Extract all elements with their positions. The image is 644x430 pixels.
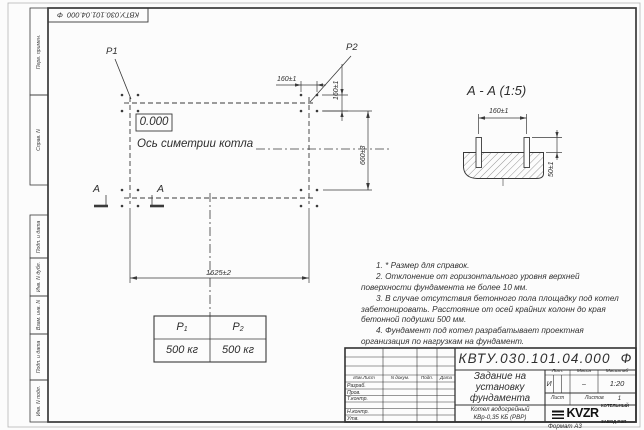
section-cut-marks [94,195,164,206]
title-block-title [455,371,545,404]
dim-1625-label: 1625±2 [206,268,231,277]
row-label-nkontr: Н.контр. [347,409,369,415]
frame-label-text: Инв. N подл. [36,385,43,417]
dim-160-section-label: 160±1 [489,108,509,115]
rev-header-data: Дата [439,375,453,381]
anchor-bolts-plan [121,94,319,208]
frame-label-vzam-inv [30,296,48,334]
row-label-razrab: Разраб. [347,382,366,389]
section-view-title: А - А (1:5) [467,83,527,98]
load-table-value-p2: 500 кг [221,344,255,356]
p2-sub: 2 [239,326,244,333]
frame-label-podp-data-1 [30,215,48,258]
load-table-value-p1: 500 кг [165,344,199,356]
kvzr-logo-icon [552,409,564,419]
kvzr-logo-caption [601,393,629,430]
load-point-p1-label: P1 [106,46,118,57]
elevation-label: 0.000 [139,115,169,128]
rev-header-izm-list: Изм.Лист [353,375,375,381]
scale-value: 1:20 [609,379,625,389]
frame-label-inv-dubl [30,258,48,296]
row-label-tkontr: Т.контр. [347,396,368,402]
frame-label-podp-data-2 [30,334,48,380]
row-label-utv: Утв. [347,415,359,422]
frame-label-text: Подп. и дата [36,340,43,374]
concrete-pad [464,153,544,179]
dim-160-h-label: 160±1 [277,76,297,83]
frame-label-text: Инв. N дубл. [36,261,42,293]
notes-block [361,261,632,348]
title-line: установку [475,381,525,393]
logo-caption-line: КОТЕЛЬНЫЙ [601,403,629,409]
format-label: Формат А3 [548,422,582,430]
top-doc-number [48,8,148,22]
frame-label-text: Справ. N [36,129,42,151]
mass-header: Масса [576,369,592,375]
title-block-doc-number: КВТУ.030.101.04.000 Ф [458,351,633,367]
p2-base: Р [232,321,240,333]
sheet-label: Лист [550,395,565,402]
frame-label-text: Подп. и дата [36,220,43,253]
rev-header-ndokum: N докум. [390,375,410,381]
dim-160-section [479,114,527,134]
title-block-product [455,405,545,422]
note-2: 2. Отклонение от горизонтального уровня верхней поверхности фундамента не более 10 мм. [361,272,580,292]
note-3: 3. В случае отсутствия бетонного пола площадку под котел забетонировать. Расстояние от осей крайних колонн до края бетонной подушки 500 мм. [361,294,619,325]
note-4: 4. Фундамент под котел разрабатывает проектная организация по нагрузкам на фундамент. [361,326,584,346]
section-letter-right: А [157,183,165,195]
p1-sub: 1 [183,326,188,333]
row-label-prov: Пров. [347,389,361,396]
sheets-value: 1 [617,396,622,402]
frame-label-text: Перв. примен. [36,34,43,69]
frame-label-text: Взам. инв. N [36,299,42,331]
title-line: Задание на [473,370,527,382]
load-point-p2-label: P2 [346,42,358,53]
mass-value: – [582,380,586,388]
dim-160-v-label: 160±1 [333,80,340,100]
load-table-header-p1 [154,316,210,339]
dim-50-section-label: 50±1 [548,161,555,177]
load-table-header-p2 [210,316,266,339]
lit-value: И [546,380,552,388]
rev-header-podp: Подп. [420,375,434,381]
frame-label-sprav-n [30,95,48,185]
top-doc-number-text: КВТУ.030.101.04.000 Ф [56,10,140,20]
section-letter-left: А [93,183,101,195]
product-line: Котел водогрейный [470,405,530,413]
dim-660-label: 660±3 [359,145,367,165]
lit-header: Лит. [551,369,564,375]
plan-view-geometry [94,56,392,316]
load-leaders [115,56,351,102]
frame-label-inv-podl [30,380,48,422]
logo-caption-line: ЗАВОД РЭП [601,418,627,424]
sheets-label: Листов [584,395,604,402]
p1-base: Р [176,321,184,333]
kvzr-logo-text: KVZR [566,406,599,421]
logo-cell [545,405,636,422]
note-1: 1. * Размер для справок. [376,261,470,270]
frame-label-perv-primen [30,8,48,95]
scale-header: Масштаб [605,369,629,375]
title-line: фундамента [469,393,531,405]
product-line: КВр-0,35 КБ (РВР) [473,413,527,421]
boiler-axis-label: Ось симетрии котла [137,138,254,150]
